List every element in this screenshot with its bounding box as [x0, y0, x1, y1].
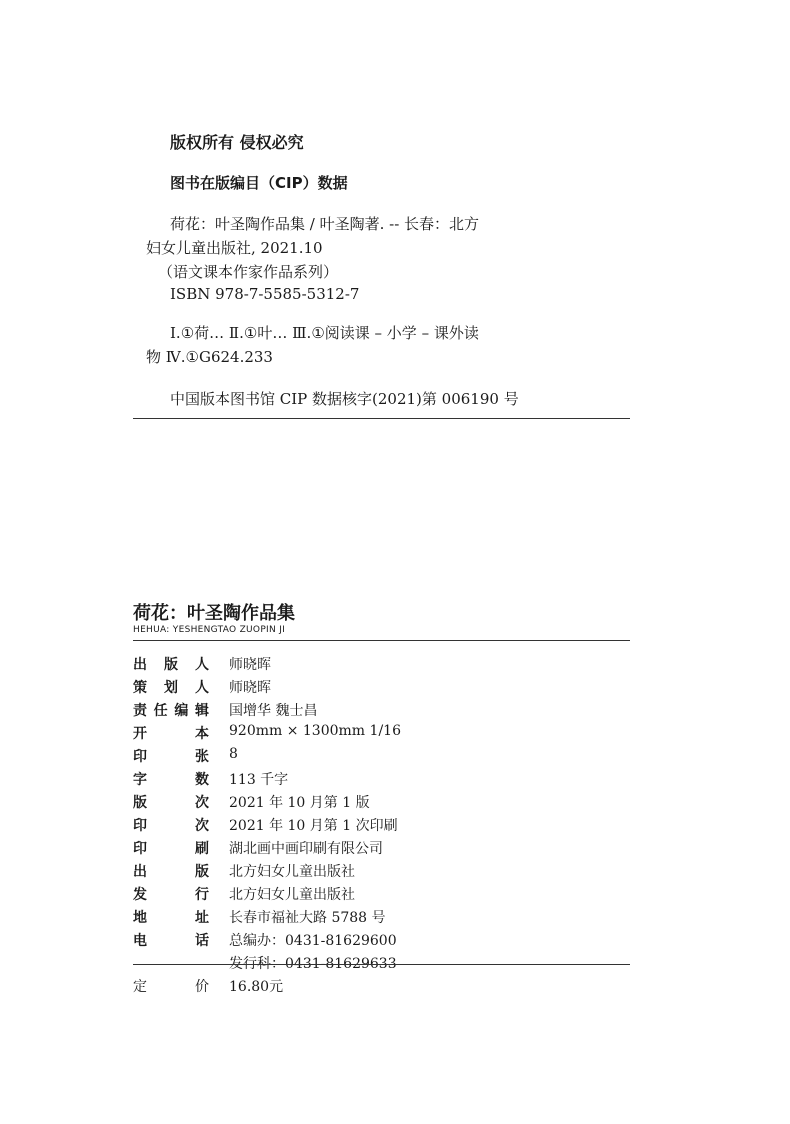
info-label: 地 址: [133, 910, 209, 926]
info-label: 电 话: [133, 933, 209, 949]
info-label: 责 任 编 辑: [133, 703, 209, 719]
price-value: 16.80元: [229, 979, 284, 995]
info-value: 长春市福祉大路 5788 号: [229, 910, 386, 926]
info-value: 师晓晖: [229, 680, 271, 696]
info-label: 印 刷: [133, 841, 209, 857]
info-label: 出 版: [133, 864, 209, 880]
title-rule: [133, 640, 630, 641]
info-value: 湖北画中画印刷有限公司: [229, 841, 383, 857]
cip-entry-line-2: 妇女儿童出版社, 2021.10: [146, 239, 323, 257]
cip-heading: 图书在版编目（CIP）数据: [170, 174, 348, 192]
info-bottom-rule: [133, 964, 630, 965]
cip-record-number: 中国版本图书馆 CIP 数据核字(2021)第 006190 号: [170, 390, 519, 408]
info-value: 2021 年 10 月第 1 版: [229, 795, 370, 811]
info-value: 2021 年 10 月第 1 次印刷: [229, 818, 398, 834]
info-label: 版 次: [133, 795, 209, 811]
info-label: 策 划 人: [133, 680, 209, 696]
cip-bottom-rule: [133, 418, 630, 419]
info-value: 北方妇女儿童出版社: [229, 864, 355, 880]
info-value: 总编办：0431-81629600: [229, 933, 397, 949]
cip-classification-line-1: Ⅰ.①荷… Ⅱ.①叶… Ⅲ.①阅读课 – 小学 – 课外读: [170, 324, 479, 342]
info-value: 发行科：0431-81629633: [229, 956, 397, 972]
info-value: 北方妇女儿童出版社: [229, 887, 355, 903]
info-label: 定 价: [133, 979, 209, 995]
info-label: 发 行: [133, 887, 209, 903]
info-value: 113 千字: [229, 772, 289, 788]
info-label: 出 版 人: [133, 657, 209, 673]
book-title: 荷花：叶圣陶作品集: [133, 603, 295, 624]
info-value: 国增华 魏士昌: [229, 703, 318, 719]
info-label: 印 张: [133, 749, 209, 765]
cip-series: （语文课本作家作品系列）: [158, 263, 339, 281]
info-label: 开 本: [133, 726, 209, 742]
cip-entry-line-1: 荷花：叶圣陶作品集 / 叶圣陶著. -- 长春：北方: [170, 215, 480, 233]
info-label: 印 次: [133, 818, 209, 834]
info-value: 920mm × 1300mm 1/16: [229, 723, 401, 739]
book-title-pinyin: HEHUA: YESHENGTAO ZUOPIN JI: [133, 625, 286, 635]
info-value: 师晓晖: [229, 657, 271, 673]
info-label: 字 数: [133, 772, 209, 788]
info-value: 8: [229, 746, 238, 762]
copyright-notice: 版权所有 侵权必究: [170, 133, 304, 152]
cip-isbn: ISBN 978-7-5585-5312-7: [170, 285, 360, 303]
cip-classification-line-2: 物 Ⅳ.①G624.233: [146, 348, 273, 366]
